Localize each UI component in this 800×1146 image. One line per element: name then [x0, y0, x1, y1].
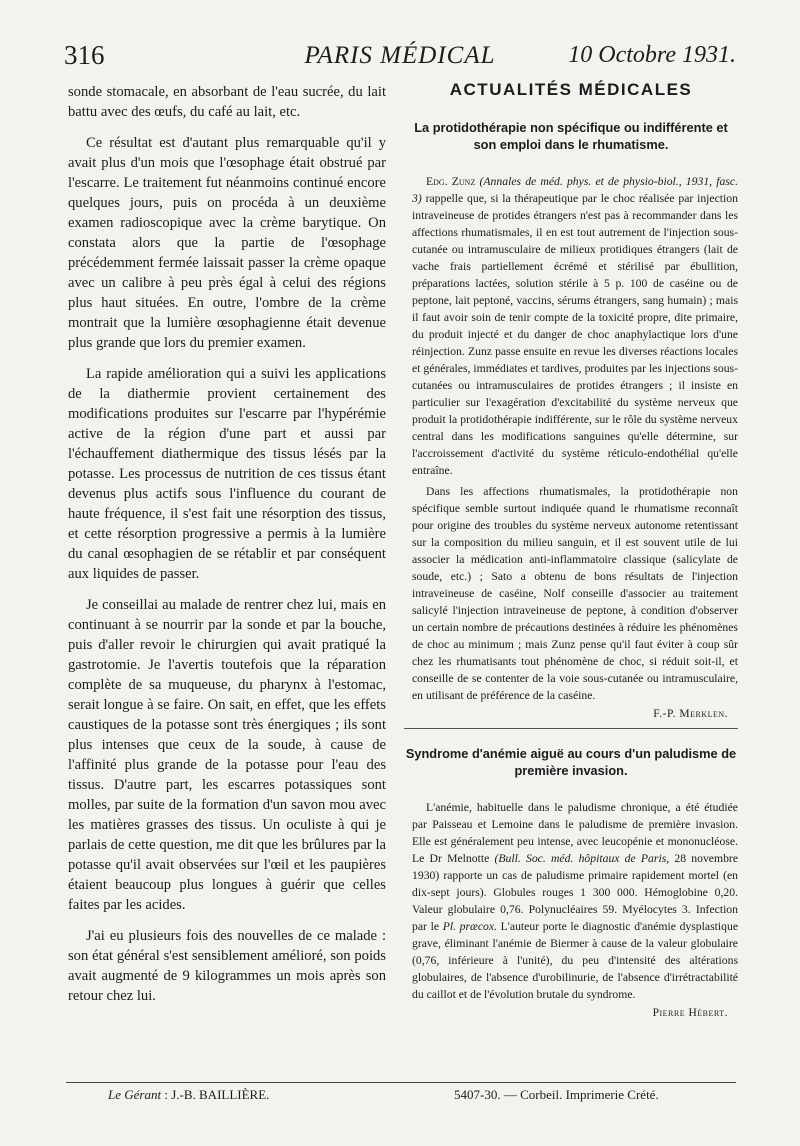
section-title: ACTUALITÉS MÉDICALES — [449, 80, 693, 99]
footer-printer: 5407-30. — Corbeil. Imprimerie Crété. — [454, 1087, 659, 1102]
article-source: (Bull. Soc. méd. hôpitaux de Paris, — [494, 852, 670, 865]
left-paragraph: Je conseillai au malade de rentrer chez lui, mais en continuant à se nourrir par la sonde et par la bouche, puis d'aller revoir le chirurgien qui avait pratiqué la gastrotomie. Je l'avertis toutefois que la réparation complète de sa muqueuse, du pharynx à l'estomac, serait longue à se faire. On sait, en effet, que les effets caustiques de la potasse sont très énergiques ; ils sont plus intenses que ceux de la soude, à cause de l'affinité plus grande de la potasse pour l'eau des tissus. D'autre part, les escarres potassiques sont molles, par suite de la formation d'un savon mou avec les matières grasses des tissus. Un oculiste à qui je parlais de cette question, me dit que les brûlures par la potasse qu'il avait observées sur l'œil et les paupières étaient beaucoup plus longues à guérir que celles faites par les acides. — [68, 597, 386, 913]
footer-rule — [66, 1082, 736, 1083]
article-source: (Annales de méd. phys. et de physio-biol., 1931, fasc. 3) — [412, 175, 738, 205]
article-title: Syndrome d'anémie aiguë au cours d'un paludisme de première invasion. — [405, 746, 737, 778]
journal-title: PARIS MÉDICAL — [304, 42, 496, 69]
page-header — [64, 40, 736, 80]
article-text: L'auteur porte le diagnostic d'anémie dysplastique grave, éliminant l'anémie de Biermer à cause de la valeur globulaire (0,76, inférieure à l'unité), du peu d'intensité des altérations globulaires, de l'absence d'urobilinurie, de l'absence d'irrétractabilité du caillot et de l'évolution brutale du syndrome. — [412, 920, 739, 1001]
article-paragraph — [412, 799, 738, 1003]
article-paragraph — [412, 173, 738, 479]
article-text: 28 novembre 1930) rapporte un cas de paludisme primaire rapidement mortel (en dix-sept jours). Globules rouges 1 300 000. Hémoglobine 0,20. Valeur globulaire 0,76. Polynucléaires 59. Myélocytes 3. Infection par le — [412, 852, 739, 933]
footer-manager — [108, 1087, 269, 1103]
left-paragraph: sonde stomacale, en absorbant de l'eau sucrée, du lait battu avec des œufs, du café au lait, etc. — [68, 84, 386, 120]
species-name: Pl. præcox. — [442, 920, 497, 933]
left-paragraph: Ce résultat est d'autant plus remarquable qu'il y avait plus d'un mois que l'œsophage était obstrué par l'escarre. Le traitement fut néanmoins continué encore quelques jours, puis on procéda à un deuxième examen radioscopique avec la crème barytique. On constata alors que la partie de l'œsophage précédemment fermée laissait passer la crème opaque avec un calibre à peu près égal à celui des régions plus haut situées. En outre, l'ombre de la crème montrait que la lumière œsophagienne était devenue plus grande que lors du premier examen. — [68, 135, 386, 351]
article-text: rappelle que, si la thérapeutique par le choc réalisée par injection intraveineuse de protides étrangers n'est pas à recommander dans les affections rhumatismales, il en est tout autrement de l'injection sous-cutanée ou intramusculaire de milieux protidiques étrangers (lait de vache frais partiellement écrémé et stérilisé par ébullition, préparations lactées, solution stérile à 5 p. 100 de caséine ou de peptone, lait peptoné, vaccins, sérums étrangers, sang humain) ; mais il faut avoir soin de tenir compte de la toxicité propre, dite primaire, du produit injecté et du danger de choc anaphylactique lors d'une réinjection. Zunz passe ensuite en revue les diverses réactions locales et générales, immédiates et tardives, produites par les injections sous-cutanées ou intramusculaires de protides étrangers ; il insiste en particulier sur l'exagération d'excitabilité du système nerveux que produit la protidothérapie indifférente, sur le rôle du système nerveux central dans les modifications sanguines qu'elle détermine, sur l'accroissement d'activité du système réticulo-endothélial qu'elle entraîne. — [412, 192, 738, 477]
right-column — [404, 80, 738, 1027]
article-title: La protidothérapie non spécifique ou indifférente et son emploi dans le rhumatisme. — [414, 120, 728, 152]
article-body — [404, 799, 738, 1003]
left-paragraph: J'ai eu plusieurs fois des nouvelles de ce malade : son état général s'est sensiblement amélioré, son poids avait augmenté de 9 kilogrammes un mois après son retour chez lui. — [68, 928, 386, 1004]
footer-manager-label: Le Gérant — [108, 1087, 162, 1102]
footer-manager-name: : J.-B. BAILLIÈRE. — [164, 1087, 270, 1102]
divider — [404, 728, 738, 729]
article-text: L'anémie, habituelle dans le paludisme chronique, a été étudiée par Paisseau et Lemoine dans le paludisme de première invasion. Elle est généralement peu intense, avec leucopénie et mononucléose. Le Dr Melnotte — [412, 801, 738, 865]
page-number: 316 — [64, 40, 105, 70]
article-signature: Pierre Hébert. — [652, 1007, 728, 1019]
article-author: Edg. Zunz — [426, 175, 476, 188]
article-signature: F.-P. Merklen. — [653, 708, 728, 720]
article-body — [404, 173, 738, 704]
issue-date: 10 Octobre 1931. — [568, 42, 736, 68]
left-paragraph: La rapide amélioration qui a suivi les applications de la diathermie provient certainement des modifications produites sur l'escarre par l'hypérémie active de la région d'une part et aussi par l'échauffement diathermique des tissus lésés par la potasse. Les processus de nutrition de ces tissus étant devenus plus actifs sous l'influence du courant de haute fréquence, il s'est fait une résorption des tissus, et cette résorption progressive a permis à la lumière du canal œsophagien de se rétablir et par conséquent aux liquides de passer. — [68, 366, 386, 582]
left-column — [68, 82, 386, 1017]
article-paragraph: Dans les affections rhumatismales, la protidothérapie non spécifique semble surtout indiquée quand le rhumatisme reconnaît pour origine des troubles du système nerveux autonome retentissant sur la composition du milieu sanguin, et il est souvent utile de lui associer la médication anti-inflammatoire classique (salicylate de soude, etc.) ; Sato a obtenu de bons résultats de l'injection intraveineuse de caséine, Nolf conseille d'associer au traitement salicylé l'injection intraveineuse de peptone, à condition d'observer un certain nombre de précautions destinées à réduire les phénomènes de choc au minimum ; mais Zunz pense qu'il faut éviter à coup sûr chez les rhumatisants tout phénomène de choc, si réduit soit-il, et conseille de se contenter de la voie sous-cutanée ou intramusculaire, en utilisant de préférence de la caséine. — [412, 485, 738, 702]
